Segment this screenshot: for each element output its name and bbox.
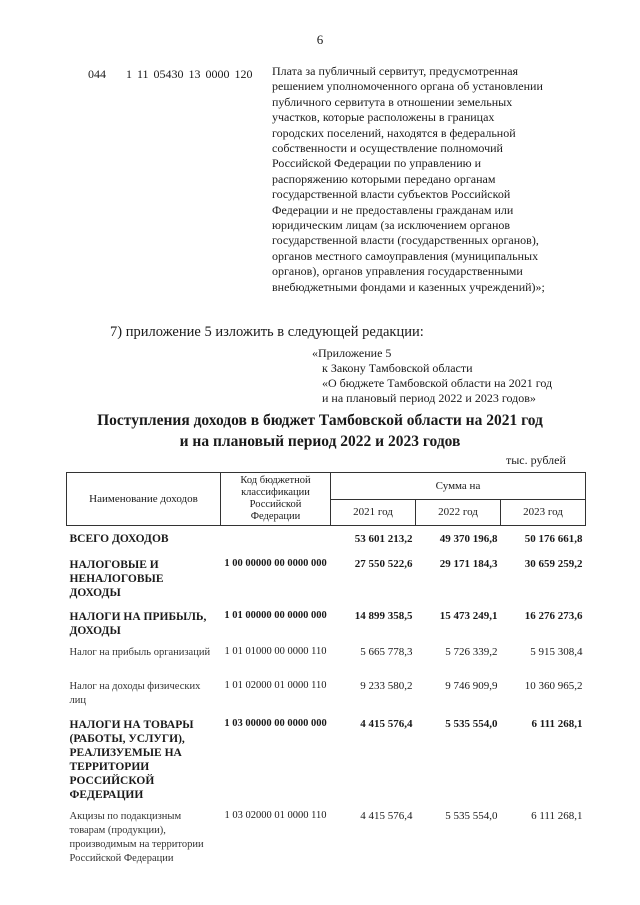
description-line: Российской Федерации по управлению и [272, 156, 482, 171]
appendix-header [312, 346, 552, 406]
row-value-2023: 16 276 273,6 [524, 609, 583, 622]
row-value-2022: 5 535 554,0 [445, 809, 498, 822]
row-code: 1 01 00000 00 0000 000 [224, 609, 327, 621]
row-code: 1 00 00000 00 0000 000 [224, 557, 327, 569]
description-line: распоряжению которыми передано органам [272, 171, 496, 186]
header-year-2022: 2022 год [416, 499, 501, 526]
row-value-2023: 10 360 965,2 [524, 679, 583, 692]
description-line: публичного сервитута в отношении земельных [272, 94, 513, 109]
table-row [67, 550, 586, 604]
row-name: НАЛОГОВЫЕ И НЕНАЛОГОВЫЕ ДОХОДЫ [69, 558, 164, 599]
amendment-text: 7) приложение 5 изложить в следующей редакции: [110, 324, 424, 340]
row-value-2021: 5 665 778,3 [360, 645, 413, 658]
row-value-2023: 5 915 308,4 [530, 645, 583, 658]
title-line: Поступления доходов в бюджет Тамбовской области на 2021 год [97, 412, 543, 429]
description-line: участков, которые расположены в границах [272, 110, 495, 125]
table-row [67, 802, 586, 872]
row-name: Налог на прибыль организаций [69, 646, 211, 658]
row-value-2022: 15 473 249,1 [439, 609, 498, 622]
description-line: государственной власти (государственных органов), [272, 233, 539, 248]
row-value-2023: 30 659 259,2 [524, 557, 583, 570]
row-value-2021: 53 601 213,2 [354, 533, 413, 545]
row-value-2021: 9 233 580,2 [360, 679, 413, 692]
row-code [221, 526, 331, 550]
description-line: государственной власти субъектов Российской [272, 187, 511, 202]
row-code: 1 01 01000 00 0000 110 [224, 645, 327, 657]
description-line: органов местного самоуправления (муниципальных [272, 248, 539, 263]
description-line: Федерации и не предоставлены гражданам или [272, 202, 514, 217]
title-line: и на плановый период 2022 и 2023 годов [179, 433, 461, 450]
header-code: Код бюджетной классификации Российской Федерации [221, 473, 331, 526]
row-value-2023: 6 111 268,1 [531, 809, 583, 822]
row-value-2023: 6 111 268,1 [531, 717, 583, 730]
row-name: НАЛОГИ НА ПРИБЫЛЬ, ДОХОДЫ [69, 610, 207, 637]
header-year-2023: 2023 год [501, 499, 586, 526]
row-value-2022: 5 726 339,2 [445, 645, 498, 658]
document-title [0, 410, 640, 452]
row-name: НАЛОГИ НА ТОВАРЫ (РАБОТЫ, УСЛУГИ), РЕАЛИЗУЕМЫЕ НА ТЕРРИТОРИИ РОССИЙСКОЙ ФЕДЕРАЦИИ [69, 718, 194, 801]
header-name: Наименование доходов [67, 473, 221, 526]
row-value-2022: 5 535 554,0 [445, 717, 498, 730]
table-row [67, 676, 586, 712]
appendix-line: к Закону Тамбовской области [322, 361, 473, 375]
row-name: Налог на доходы физических лиц [69, 680, 201, 706]
row-code: 1 03 00000 00 0000 000 [224, 717, 327, 729]
row-name: ВСЕГО ДОХОДОВ [69, 533, 169, 545]
top-entry-codes [88, 67, 253, 82]
row-code: 1 01 02000 01 0000 110 [224, 679, 327, 691]
description-line: Плата за публичный сервитут, предусмотренная [272, 64, 519, 78]
admin-code: 044 [88, 67, 106, 81]
budget-code: 1 11 05430 13 0000 120 [126, 67, 253, 81]
row-value-2022: 49 370 196,8 [439, 533, 498, 545]
description-line: внебюджетными фондами и казенных учреждений)»; [272, 279, 545, 294]
description-line: городских поселений, находятся в федеральной [272, 125, 516, 140]
description-line: юридическим лицам (за исключением органов [272, 218, 511, 233]
appendix-line: «Приложение 5 [312, 346, 392, 360]
appendix-line: «О бюджете Тамбовской области на 2021 год [322, 376, 553, 390]
row-value-2021: 4 415 576,4 [360, 809, 413, 822]
row-value-2023: 50 176 661,8 [524, 533, 583, 545]
row-name: Акцизы по подакцизным товарам (продукции), производимым на территории Российской Федерации [69, 810, 204, 864]
table-row [67, 712, 586, 802]
row-value-2021: 4 415 576,4 [360, 717, 413, 730]
row-value-2022: 9 746 909,9 [445, 679, 498, 692]
appendix-line: и на плановый период 2022 и 2023 годов» [322, 391, 536, 405]
page-number: 6 [316, 32, 324, 47]
row-code: 1 03 02000 01 0000 110 [224, 809, 327, 821]
description-line: собственности и осуществление полномочий [272, 141, 503, 156]
header-year-2021: 2021 год [331, 499, 416, 526]
description-line: решением уполномоченного органа об установлении [272, 79, 543, 94]
table-row [67, 526, 586, 550]
description-line: органов), органов управления государственными [272, 264, 523, 279]
table-row [67, 642, 586, 676]
row-value-2022: 29 171 184,3 [439, 557, 498, 570]
row-value-2021: 14 899 358,5 [354, 609, 413, 622]
header-sum: Сумма на [331, 473, 586, 500]
top-entry-description [272, 64, 592, 295]
revenue-table [66, 472, 586, 872]
table-row [67, 604, 586, 642]
units-label: тыс. рублей [506, 453, 566, 467]
row-value-2021: 27 550 522,6 [354, 557, 413, 570]
